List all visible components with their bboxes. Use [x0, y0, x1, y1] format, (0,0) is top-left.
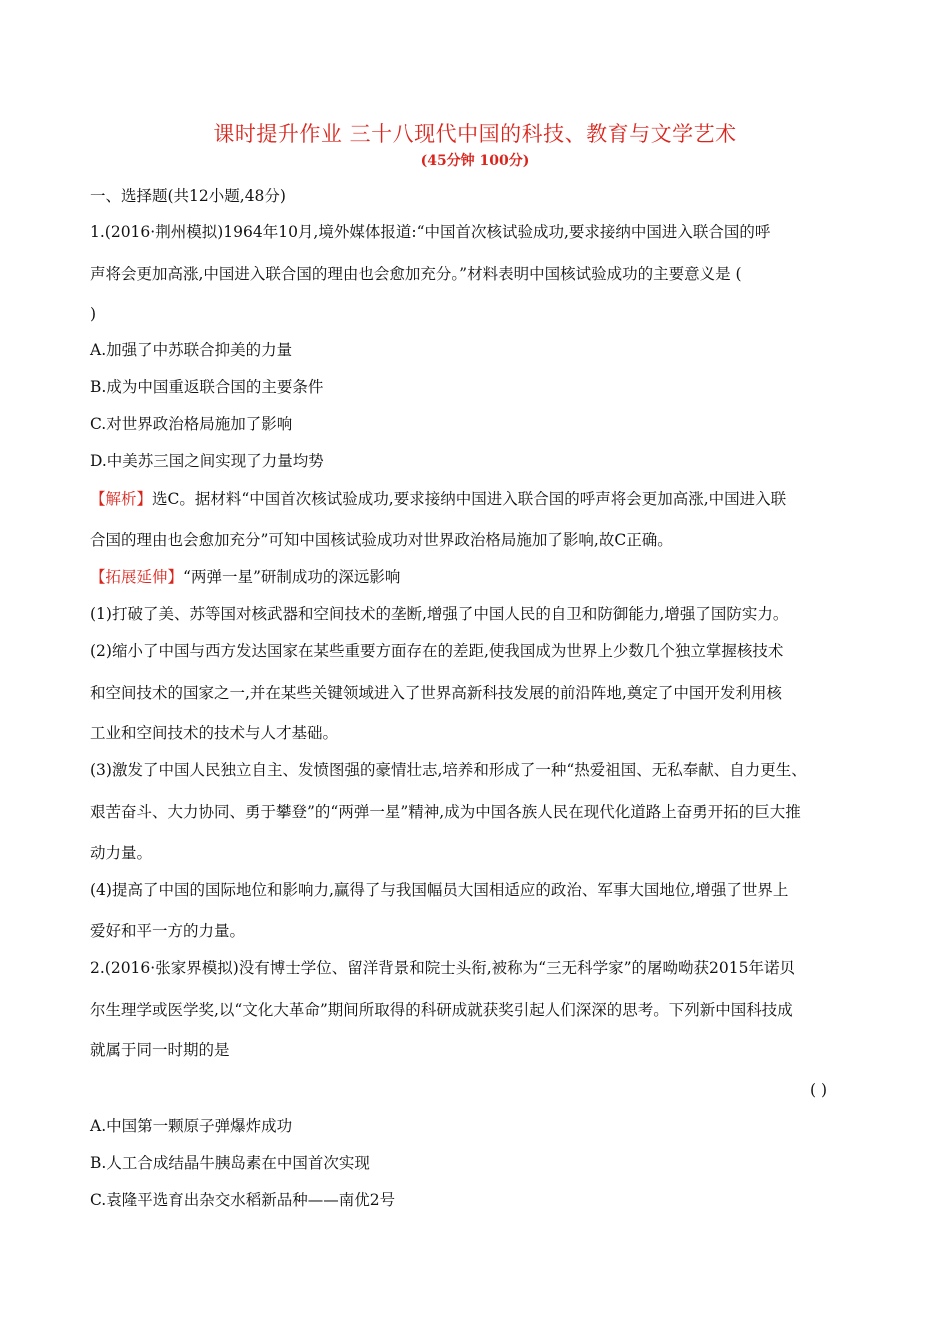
extension-point-3-line3: 动力量。 [90, 844, 153, 862]
extension-point-3-line1: (3)激发了中国人民独立自主、发愤图强的豪情壮志,培养和形成了一种“热爱祖国、无私奉献、自力更生、 [90, 761, 807, 779]
extension-point-2-line3: 工业和空间技术的技术与人才基础。 [90, 724, 339, 742]
q1-analysis-line2: 合国的理由也会愈加充分”可知中国核试验成功对世界政治格局施加了影响,故C正确。 [90, 531, 673, 549]
q1-option-d: D.中美苏三国之间实现了力量均势 [90, 452, 324, 470]
page-subtitle: (45分钟 100分) [420, 153, 530, 169]
extension-point-4-line1: (4)提高了中国的国际地位和影响力,赢得了与我国幅员大国相适应的政治、军事大国地位,增强了世界上 [90, 881, 789, 899]
q2-option-a: A.中国第一颗原子弹爆炸成功 [90, 1117, 293, 1135]
q1-option-b: B.成为中国重返联合国的主要条件 [90, 378, 324, 396]
q2-option-b: B.人工合成结晶牛胰岛素在中国首次实现 [90, 1154, 370, 1172]
extension-point-2-line2: 和空间技术的国家之一,并在某些关键领域进入了世界高新科技发展的前沿阵地,奠定了中国开发利用核 [90, 684, 782, 702]
extension-point-4-line2: 爱好和平一方的力量。 [90, 922, 246, 940]
section-heading: 一、选择题(共12小题,48分) [90, 187, 286, 205]
extension-tag: 【拓展延伸】 [90, 568, 184, 586]
q1-stem-line1: 1.(2016·荆州模拟)1964年10月,境外媒体报道:“中国首次核试验成功,要求接纳中国进入联合国的呼 [90, 223, 771, 241]
page-title: 课时提升作业 三十八现代中国的科技、教育与文学艺术 [213, 122, 737, 146]
q2-stem-line3: 就属于同一时期的是 [90, 1041, 230, 1059]
q1-analysis-line1 [90, 489, 870, 509]
q1-option-c: C.对世界政治格局施加了影响 [90, 415, 293, 433]
q1-stem-line2: 声将会更加高涨,中国进入联合国的理由也会愈加充分。”材料表明中国核试验成功的主要意义是 ( [90, 265, 742, 283]
analysis-text: 选C。据材料“中国首次核试验成功,要求接纳中国进入联合国的呼声将会更加高涨,中国进入联 [152, 490, 787, 508]
q1-stem-line3: ) [90, 305, 97, 323]
q2-stem-line2: 尔生理学或医学奖,以“文化大革命”期间所取得的科研成就获奖引起人们深深的思考。下列新中国科技成 [90, 1001, 793, 1019]
analysis-tag: 【解析】 [90, 490, 153, 508]
q1-option-a: A.加强了中苏联合抑美的力量 [90, 341, 293, 359]
q2-option-c: C.袁隆平选育出杂交水稻新品种——南优2号 [90, 1191, 396, 1209]
extension-heading [90, 567, 870, 587]
extension-point-3-line2: 艰苦奋斗、大力协同、勇于攀登”的“两弹一星”精神,成为中国各族人民在现代化道路上奋勇开拓的巨大推 [90, 803, 801, 821]
extension-point-1: (1)打破了美、苏等国对核武器和空间技术的垄断,增强了中国人民的自卫和防御能力,增强了国防实力。 [90, 605, 789, 623]
q2-answer-bracket: ( ) [810, 1081, 828, 1099]
extension-point-2-line1: (2)缩小了中国与西方发达国家在某些重要方面存在的差距,使我国成为世界上少数几个独立掌握核技术 [90, 642, 784, 660]
q2-stem-line1: 2.(2016·张家界模拟)没有博士学位、留洋背景和院士头衔,被称为“三无科学家”的屠呦呦获2015年诺贝 [90, 959, 795, 977]
extension-title: “两弹一星”研制成功的深远影响 [183, 568, 401, 586]
